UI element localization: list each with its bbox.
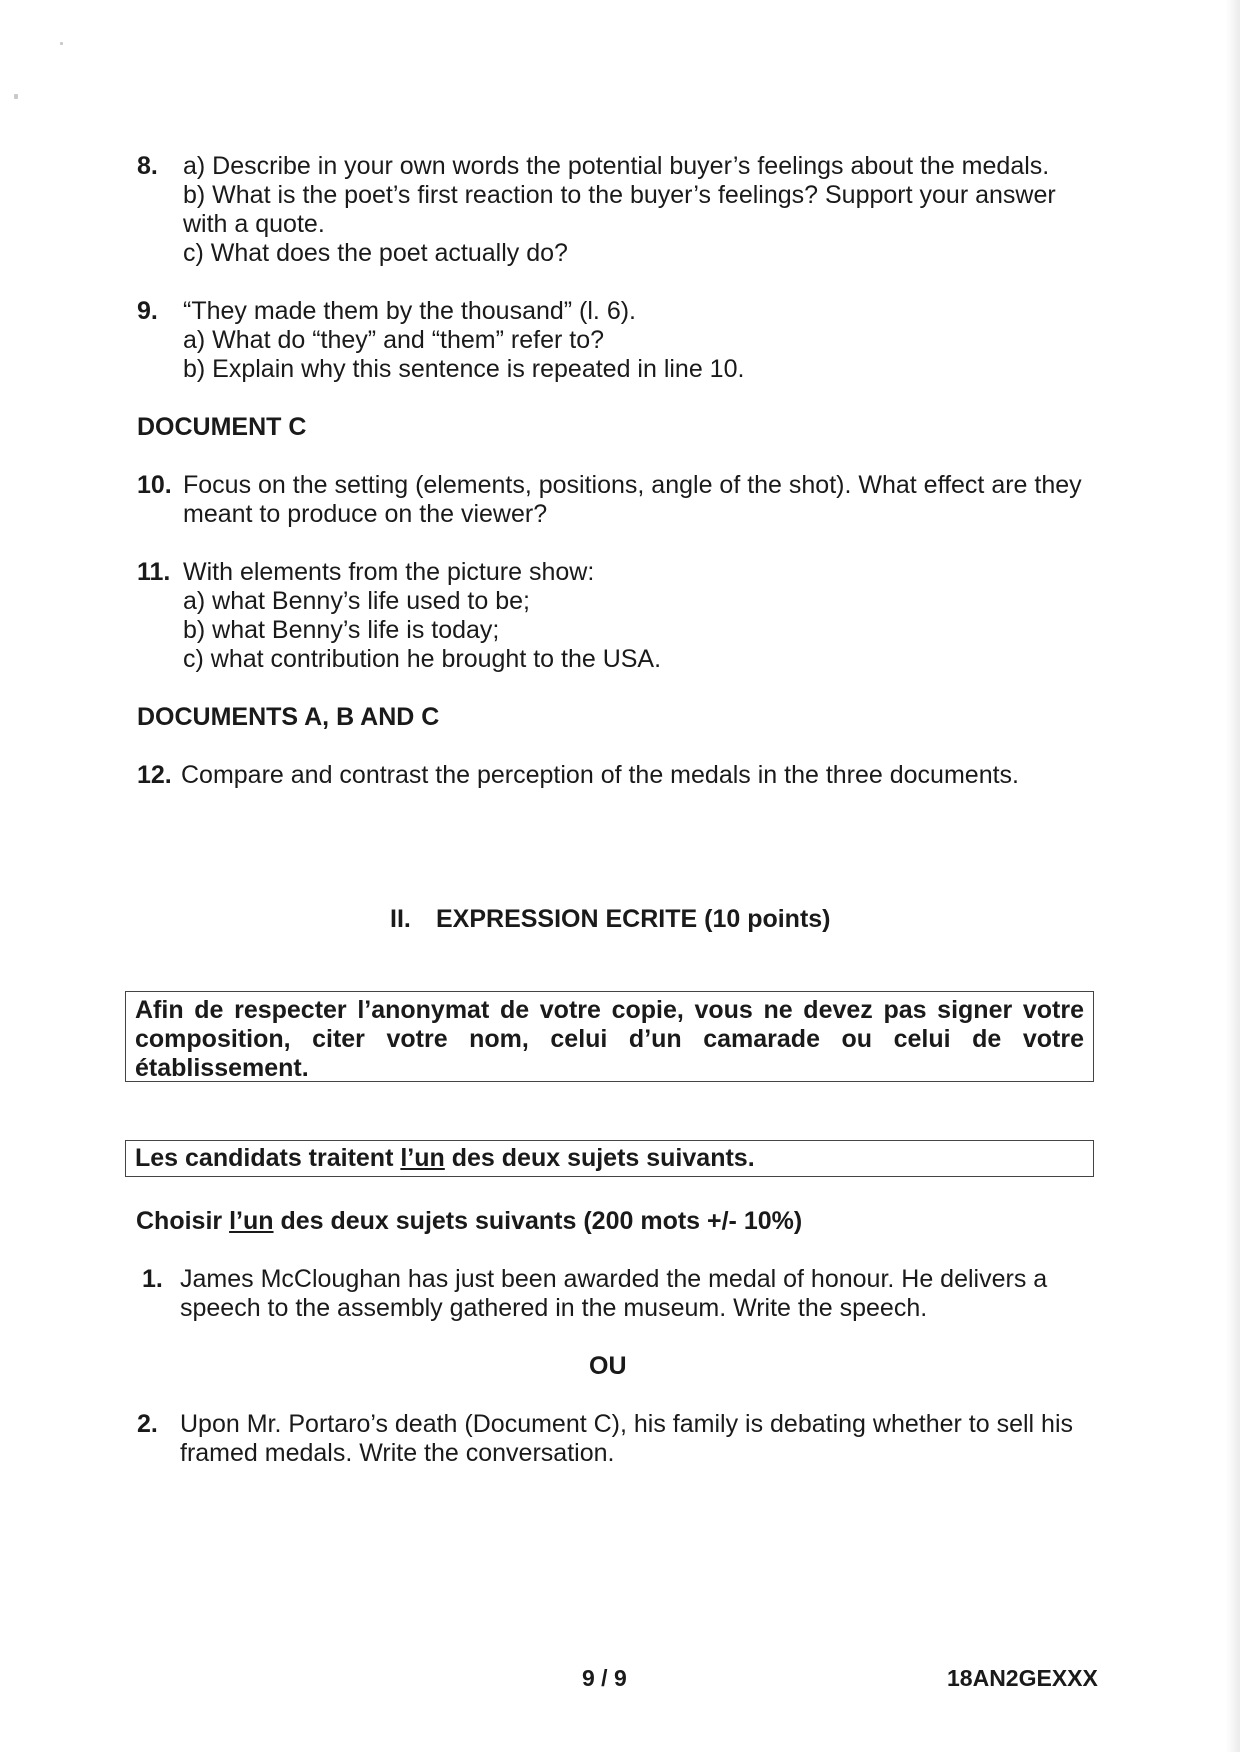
exam-code: 18AN2GEXXX <box>947 1665 1098 1691</box>
question-11-part-b: b) what Benny’s life is today; <box>183 616 500 644</box>
choose-subject-underlined: l’un <box>229 1207 274 1235</box>
anonymity-notice-box <box>125 991 1094 1082</box>
choose-subject-heading <box>136 1207 802 1236</box>
question-9-number: 9. <box>137 297 158 325</box>
choose-subject-part2: des deux sujets suivants (200 mots +/- 10%) <box>273 1207 803 1235</box>
scan-edge-shadow <box>1226 0 1240 1752</box>
subject-2-line2: framed medals. Write the conversation. <box>180 1439 615 1467</box>
question-11-part-c: c) what contribution he brought to the USA. <box>183 645 662 673</box>
question-8-number: 8. <box>137 152 158 180</box>
section-ii-number: II. <box>390 905 411 933</box>
section-ii-title: EXPRESSION ECRITE (10 points) <box>436 905 831 933</box>
question-10-line2: meant to produce on the viewer? <box>183 500 548 528</box>
subject-2-number: 2. <box>137 1410 158 1438</box>
scan-speck <box>14 94 18 99</box>
candidates-instruction-box <box>125 1140 1094 1177</box>
scan-speck <box>60 42 63 45</box>
question-8-part-b-line1: b) What is the poet’s first reaction to the buyer’s feelings? Support your answer <box>183 181 1056 209</box>
question-11-number: 11. <box>137 558 171 586</box>
question-12-number: 12. <box>137 761 172 789</box>
choose-subject-part1: Choisir <box>136 1207 230 1235</box>
question-9-part-b: b) Explain why this sentence is repeated in line 10. <box>183 355 745 383</box>
question-10-line1: Focus on the setting (elements, positions, angle of the shot). What effect are they <box>183 471 1082 499</box>
question-9-quote: “They made them by the thousand” (l. 6). <box>183 297 636 325</box>
candidates-instruction-part2: des deux sujets suivants. <box>444 1144 755 1172</box>
subject-1-line1: James McCloughan has just been awarded the medal of honour. He delivers a <box>180 1265 1048 1293</box>
document-c-heading: DOCUMENT C <box>137 413 307 441</box>
question-8-part-c: c) What does the poet actually do? <box>183 239 568 267</box>
or-separator: OU <box>589 1352 627 1380</box>
candidates-instruction <box>135 1144 1084 1173</box>
question-8-part-a: a) Describe in your own words the potential buyer’s feelings about the medals. <box>183 152 1050 180</box>
subject-1-line2: speech to the assembly gathered in the museum. Write the speech. <box>180 1294 928 1322</box>
subject-2-line1: Upon Mr. Portaro’s death (Document C), his family is debating whether to sell his <box>180 1410 1073 1438</box>
question-10-number: 10. <box>137 471 172 499</box>
subject-1-number: 1. <box>142 1265 163 1293</box>
documents-abc-heading: DOCUMENTS A, B AND C <box>137 703 440 731</box>
question-12-text: Compare and contrast the perception of the medals in the three documents. <box>181 761 1019 789</box>
question-9-part-a: a) What do “they” and “them” refer to? <box>183 326 605 354</box>
candidates-instruction-part1: Les candidats traitent <box>135 1144 401 1172</box>
page-number: 9 / 9 <box>582 1665 627 1691</box>
candidates-instruction-underlined: l’un <box>400 1144 445 1172</box>
question-8-part-b-line2: with a quote. <box>183 210 325 238</box>
anonymity-notice-text: Afin de respecter l’anonymat de votre copie, vous ne devez pas signer votre composition, citer votre nom, celui d’un camarade ou celui de votre établissement. <box>135 996 1084 1082</box>
question-11-part-a: a) what Benny’s life used to be; <box>183 587 530 615</box>
question-11-intro: With elements from the picture show: <box>183 558 595 586</box>
